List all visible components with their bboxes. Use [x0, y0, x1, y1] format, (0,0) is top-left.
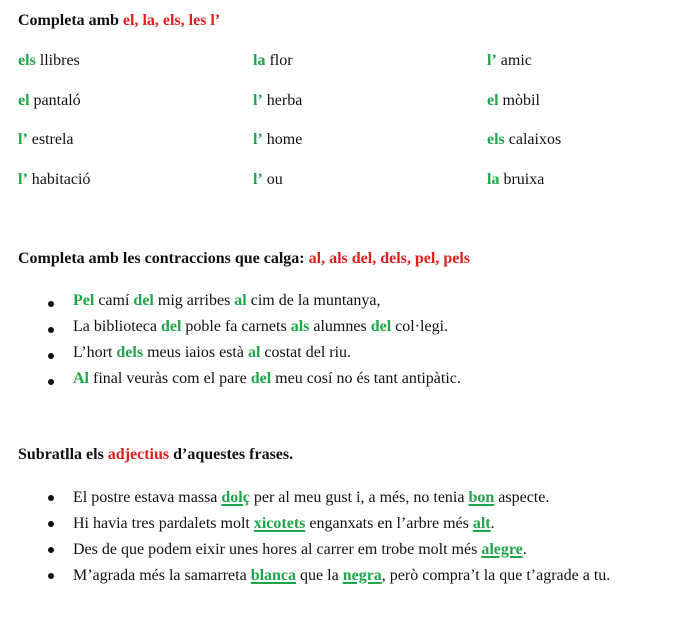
article-noun: calaixos	[508, 131, 562, 148]
section1-title-highlight: el, la, els, les l’	[122, 12, 221, 29]
sentence-text: .	[522, 541, 527, 558]
contraction-answer: als	[290, 318, 310, 335]
article-cell	[487, 52, 532, 70]
contraction-answer: dels	[116, 344, 144, 361]
article-cell	[253, 131, 302, 149]
section3-title-highlight: adjectius	[107, 446, 170, 463]
underlined-adjective: bon	[468, 489, 495, 506]
article-cell	[487, 131, 561, 149]
article-noun: mòbil	[502, 92, 540, 109]
contraction-answer: Pel	[73, 292, 95, 309]
contraction-answer: del	[250, 370, 272, 387]
sentence-text: M’agrada més la samarreta	[73, 567, 251, 584]
sentence-text: camí	[94, 292, 134, 309]
article-cell	[253, 92, 302, 110]
article-noun: herba	[266, 92, 303, 109]
article-noun: amic	[500, 52, 532, 69]
list-item	[0, 343, 673, 369]
underlined-adjective: xicotets	[253, 515, 306, 532]
contraction-answer: al	[247, 344, 261, 361]
list-item	[0, 563, 673, 589]
sentence-text: L’hort	[73, 344, 117, 361]
article-answer: l’	[253, 131, 263, 148]
list-item	[0, 369, 673, 395]
article-cell	[487, 171, 544, 189]
underlined-adjective: alt	[472, 515, 491, 532]
article-noun: bruixa	[503, 171, 545, 188]
sentence-text: mig arribes	[153, 292, 235, 309]
article-answer: l’	[253, 92, 263, 109]
sentence-text: Des de que podem eixir unes hores al carrer em trobe molt més	[73, 541, 482, 558]
article-noun: llibres	[39, 52, 80, 69]
section3-title	[18, 446, 293, 464]
adjectives-list	[0, 485, 673, 589]
sentence-text: Hi havia tres pardalets molt	[73, 515, 254, 532]
article-answer: el	[18, 92, 30, 109]
article-noun: home	[266, 131, 303, 148]
article-answer: la	[253, 52, 266, 69]
article-answer: els	[18, 52, 36, 69]
list-item	[0, 291, 673, 317]
section3-title-suffix: d’aquestes frases.	[169, 446, 294, 463]
sentence-text: aspecte.	[494, 489, 550, 506]
underlined-adjective: alegre	[481, 541, 523, 558]
article-cell	[253, 171, 283, 189]
sentence-text: cim de la muntanya,	[246, 292, 381, 309]
contraction-answer: Al	[73, 370, 89, 387]
sentence-text: meu cosí no és tant antipàtic.	[271, 370, 461, 387]
sentence-text: col·legi.	[391, 318, 449, 335]
sentence-text: La biblioteca	[73, 318, 161, 335]
contractions-list	[0, 291, 673, 395]
list-item	[0, 485, 673, 511]
contraction-answer: del	[370, 318, 392, 335]
list-item	[0, 537, 673, 563]
sentence-text: .	[490, 515, 495, 532]
article-noun: estrela	[31, 131, 74, 148]
list-item	[0, 511, 673, 537]
article-answer: l’	[487, 52, 497, 69]
section2-title-prefix: Completa amb les contraccions que calga:	[18, 250, 309, 267]
sentence-text: , però compra’t la que t’agrade a tu.	[381, 567, 611, 584]
section2-title	[18, 250, 470, 268]
section3-title-prefix: Subratlla els	[18, 446, 108, 463]
article-noun: habitació	[31, 171, 91, 188]
sentence-text: alumnes	[309, 318, 371, 335]
contraction-answer: del	[133, 292, 154, 309]
contraction-answer: al	[234, 292, 247, 309]
article-cell	[253, 52, 293, 70]
underlined-adjective: blanca	[250, 567, 297, 584]
underlined-adjective: dolç	[221, 489, 250, 506]
article-cell	[487, 92, 540, 110]
article-answer: el	[487, 92, 499, 109]
sentence-text: poble fa carnets	[181, 318, 291, 335]
article-cell	[18, 92, 81, 110]
article-noun: pantaló	[33, 92, 81, 109]
article-answer: l’	[18, 171, 28, 188]
section2-title-highlight: al, als del, dels, pel, pels	[308, 250, 470, 267]
article-cell	[18, 171, 90, 189]
section1-title-prefix: Completa amb	[18, 12, 123, 29]
sentence-text: per al meu gust i, a més, no tenia	[249, 489, 469, 506]
contraction-answer: del	[160, 318, 182, 335]
section1-title	[18, 12, 220, 30]
list-item	[0, 317, 673, 343]
underlined-adjective: negra	[342, 567, 382, 584]
article-answer: l’	[253, 171, 263, 188]
article-answer: la	[487, 171, 500, 188]
sentence-text: El postre estava massa	[73, 489, 222, 506]
sentence-text: meus iaios està	[143, 344, 248, 361]
article-cell	[18, 131, 74, 149]
article-answer: l’	[18, 131, 28, 148]
article-noun: flor	[269, 52, 293, 69]
article-noun: ou	[266, 171, 283, 188]
article-cell	[18, 52, 80, 70]
sentence-text: final veuràs com el pare	[89, 370, 251, 387]
article-answer: els	[487, 131, 505, 148]
sentence-text: enganxats en l’arbre més	[305, 515, 473, 532]
sentence-text: costat del riu.	[260, 344, 352, 361]
sentence-text: que la	[296, 567, 343, 584]
